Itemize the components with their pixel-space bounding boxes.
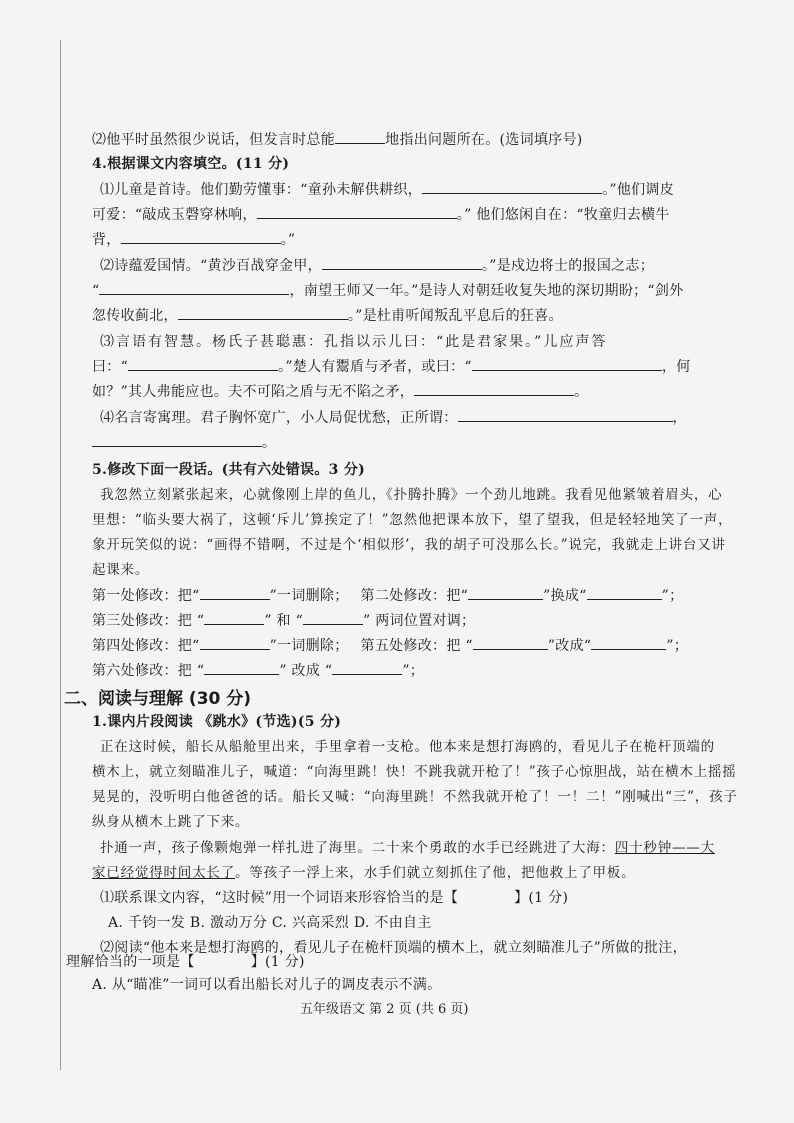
q4-8-line: 曰：“ 。”楚人有鬻盾与矛者，或曰：“ ，何 bbox=[92, 359, 691, 375]
blank[interactable] bbox=[472, 357, 662, 371]
underlined-text: 四十秒钟——大 bbox=[614, 840, 715, 856]
fix-row-2: 第三处修改：把 “ ” 和 “ ” 两词位置对调； bbox=[92, 613, 476, 629]
blank[interactable] bbox=[332, 661, 402, 675]
q5-para-line4: 起课来。 bbox=[92, 562, 150, 578]
blank[interactable] bbox=[468, 586, 543, 600]
q4-4-line: ⑵诗蕴爱国情。“黄沙百战穿金甲， 。”是戍边将士的报国之志； bbox=[100, 258, 655, 274]
q5-para-line3: 象开玩笑似的说：“画得不错啊，不过是个‘相似形’，我的胡子可没那么长。”说完，我就走上讲台又讲 bbox=[92, 537, 726, 553]
blank[interactable] bbox=[335, 130, 385, 144]
section-2-title: 二、阅读与理解 (30 分) bbox=[64, 689, 252, 709]
reading-para-line4: 纵身从横木上跳了下来。 bbox=[92, 814, 250, 830]
blank[interactable] bbox=[587, 586, 662, 600]
blank[interactable] bbox=[204, 661, 279, 675]
q4-2-line: 可爱：“敲成玉磬穿林响， 。” 他们悠闲自在：“牧童归去横牛 bbox=[92, 207, 670, 223]
blank[interactable] bbox=[121, 230, 281, 244]
reading-para-line5: 扑通一声，孩子像颗炮弹一样扎进了海里。二十来个勇敢的水手已经跳进了大海：四十秒钟——大 bbox=[100, 840, 715, 856]
fix-row-4: 第六处修改：把 “ ” 改成 “ ”； bbox=[92, 663, 425, 679]
q5-para-line1: 我忽然立刻紧张起来，心就像刚上岸的鱼儿，《扑腾扑腾》一个劲儿地跳。我看见他紧皱着眉头，心 bbox=[100, 487, 723, 503]
blank[interactable] bbox=[92, 433, 262, 447]
q4-7-line: ⑶言语有智慧。杨氏子甚聪惠：孔指以示儿曰：“此是君家果。”儿应声答 bbox=[100, 334, 608, 350]
blank[interactable] bbox=[204, 611, 264, 625]
blank[interactable] bbox=[178, 306, 348, 320]
blank[interactable] bbox=[99, 281, 289, 295]
fix-row-1: 第一处修改：把“ ”一词删除； 第二处修改：把“ ”换成“ ”； bbox=[92, 588, 684, 604]
q5-title: 5.修改下面一段话。(共有六处错误。3 分) bbox=[92, 462, 366, 478]
blank[interactable] bbox=[414, 382, 574, 396]
blank[interactable] bbox=[257, 205, 457, 219]
reading-1-title: 1.课内片段阅读 《跳水》(节选)(5 分) bbox=[92, 714, 342, 730]
fix-row-3: 第四处修改：把“ ”一词删除； 第五处修改：把 “ ”改成“ ”； bbox=[92, 638, 689, 654]
blank[interactable] bbox=[591, 636, 666, 650]
reading-para-line3: 晃晃的，没听明白他爸爸的话。船长又喊：“向海里跳！不然我就开枪了！一！二！”刚喊出“三”，孩子 bbox=[92, 789, 738, 805]
reading-q1-options: A. 千钧一发 B. 激动万分 C. 兴高采烈 D. 不由自主 bbox=[108, 915, 432, 931]
reading-para-line6: 家已经觉得时间太长了。等孩子一浮上来，水手们就立刻抓住了他，把他救上了甲板。 bbox=[92, 865, 636, 881]
q5-para-line2: 里想：“临头要大祸了，这顿‘斥儿’算挨定了！”忽然他把课本放下，望了望我，但是轻轻地笑了一声， bbox=[92, 512, 733, 528]
blank[interactable] bbox=[322, 256, 482, 270]
blank[interactable] bbox=[458, 408, 673, 422]
q4-5-line: “ ，南望王师又一年。”是诗人对朝廷收复失地的深切期盼；“剑外 bbox=[92, 283, 684, 299]
q4-11-line: 。 bbox=[92, 433, 276, 453]
blank[interactable] bbox=[200, 586, 270, 600]
q4-9-line: 如？”其人弗能应也。夫不可陷之盾与无不陷之矛， 。 bbox=[92, 384, 589, 400]
q4-3-line: 背， 。” bbox=[92, 232, 296, 248]
reading-q2: ⑵阅读“他本来是想打海鸥的，看见儿子在桅杆顶端的横木上，就立刻瞄准儿子”所做的批注， bbox=[100, 940, 687, 956]
blank[interactable] bbox=[473, 636, 548, 650]
reading-q2-line2: 理解恰当的一项是【 】(1 分) bbox=[66, 954, 305, 970]
blank[interactable] bbox=[128, 357, 278, 371]
blank[interactable] bbox=[200, 636, 270, 650]
blank[interactable] bbox=[303, 611, 363, 625]
q3-2-line: ⑵他平时虽然很少说话，但发言时总能 地指出问题所在。(选词填序号) bbox=[92, 132, 583, 148]
q4-title: 4.根据课文内容填空。(11 分) bbox=[92, 156, 290, 172]
margin-line bbox=[60, 40, 61, 1070]
page-footer: 五年级语文 第 2 页 (共 6 页) bbox=[300, 1002, 469, 1017]
blank[interactable] bbox=[422, 180, 602, 194]
underlined-text: 家已经觉得时间太长了 bbox=[92, 865, 235, 881]
q4-1-line: ⑴儿童是首诗。他们勤劳懂事：“童孙未解供耕织， 。”他们调皮 bbox=[100, 182, 675, 198]
reading-para-line2: 横木上，就立刻瞄准儿子，喊道：“向海里跳！快！不跳我就开枪了！”孩子心惊胆战，站在横木上摇摇 bbox=[92, 764, 737, 780]
reading-q1: ⑴联系课文内容，“这时候”用一个词语来形容恰当的是【 】(1 分) bbox=[100, 890, 569, 906]
q4-10-line: ⑷名言寄寓理。君子胸怀宽广，小人局促忧愁，正所谓： ， bbox=[100, 410, 687, 426]
q4-6-line: 忽传收蓟北， 。”是杜甫听闻叛乱平息后的狂喜。 bbox=[92, 308, 563, 324]
reading-q2-option-a: A. 从“瞄准”一词可以看出船长对儿子的调皮表示不满。 bbox=[92, 977, 442, 993]
reading-para-line1: 正在这时候，船长从船舱里出来，手里拿着一支枪。他本来是想打海鸥的，看见儿子在桅杆顶端的 bbox=[100, 739, 715, 755]
